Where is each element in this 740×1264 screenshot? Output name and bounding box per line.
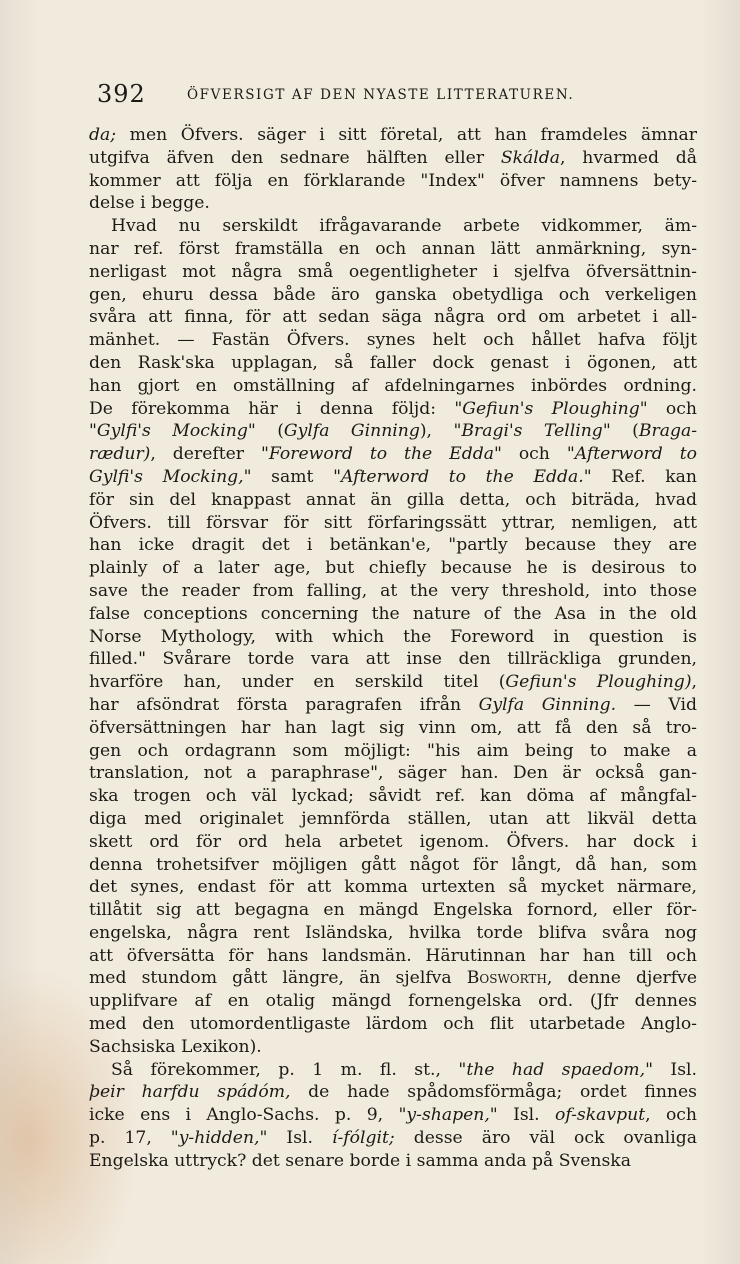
text-line xyxy=(89,694,697,717)
text-segment: " Isl. xyxy=(259,1128,332,1149)
text-line xyxy=(89,967,697,990)
text-line xyxy=(89,740,697,763)
text-line xyxy=(89,489,697,512)
text-line xyxy=(89,808,697,831)
text-segment: gen, ehuru dessa både äro ganska obetydliga och verkeligen xyxy=(89,284,697,305)
text-line xyxy=(89,785,697,808)
text-segment: engelska, några rent Isländska, hvilka torde blifva svåra nog xyxy=(89,922,697,943)
text-line xyxy=(89,1059,697,1082)
text-segment: " Isl. xyxy=(489,1105,556,1126)
text-segment: translation, not a paraphrase", säger han. Den är också gan- xyxy=(89,763,697,784)
text-segment: Bosworth xyxy=(466,968,547,989)
text-segment: de hade spådomsförmåga; ordet finnes xyxy=(290,1082,697,1103)
text-line xyxy=(89,284,697,307)
text-segment: öfversättningen har han lagt sig vinn om, att få den så tro- xyxy=(89,717,697,738)
page-header xyxy=(97,80,697,110)
text-segment: Engelska uttryck? det senare borde i samma anda på Svenska xyxy=(89,1150,631,1171)
text-line xyxy=(89,261,697,284)
text-line xyxy=(89,990,697,1013)
text-line xyxy=(89,420,697,443)
text-segment: för sin del knappast annat än gilla detta, och biträda, hvad xyxy=(89,489,697,510)
text-line xyxy=(89,443,697,466)
text-segment: men Öfvers. säger i sitt företal, att han framdeles ämnar xyxy=(116,125,697,145)
text-line xyxy=(89,626,697,649)
text-segment: plainly of a later age, but chiefly because he is desirous to xyxy=(89,558,697,579)
text-line xyxy=(89,580,697,603)
text-segment: med stundom gått längre, än sjelfva xyxy=(89,968,467,989)
text-segment: y-hidden, xyxy=(178,1128,260,1149)
text-segment: Foreword to the Edda xyxy=(268,444,494,465)
text-line xyxy=(89,192,697,215)
text-line xyxy=(89,1104,697,1127)
text-line xyxy=(89,1036,697,1059)
text-segment: att öfversätta för hans landsmän. Härutinnan har han till och xyxy=(89,945,697,966)
text-segment: Gefiun's Ploughing) xyxy=(505,672,692,693)
text-segment: desse äro väl ock ovanliga xyxy=(394,1128,697,1149)
text-segment: " ( xyxy=(602,421,639,442)
text-segment: rædur) xyxy=(89,444,151,465)
text-line xyxy=(89,1127,697,1150)
page-number: 392 xyxy=(97,80,146,108)
text-line xyxy=(89,671,697,694)
text-segment: skett ord för ord hela arbetet igenom. Öfvers. har dock i xyxy=(89,831,697,852)
text-line xyxy=(89,512,697,535)
text-segment: mänhet. — Fastän Öfvers. synes helt och hållet hafva följt xyxy=(89,330,697,351)
text-segment: filled." Svårare torde vara att inse den tillräckliga grunden, xyxy=(89,649,697,670)
text-line xyxy=(89,876,697,899)
text-segment: Norse Mythology, with which the Foreword in question is xyxy=(89,626,697,647)
text-segment: Bragi's Telling xyxy=(461,421,603,442)
text-segment: han gjort en omställning af afdelningarnes inbördes ordning. xyxy=(89,375,697,396)
text-segment: De förekomma här i denna följd: " xyxy=(89,398,463,419)
text-line xyxy=(89,329,697,352)
text-segment: Braga- xyxy=(638,421,698,442)
text-segment: tillåtit sig att begagna en mängd Engelska fornord, eller för- xyxy=(89,900,697,921)
text-segment: med den utomordentligaste lärdom och flit utarbetade Anglo- xyxy=(89,1014,697,1035)
text-segment: , xyxy=(691,672,697,693)
text-segment: gen och ordagrann som möjligt: "his aim being to make a xyxy=(89,740,697,761)
text-segment: " xyxy=(89,421,97,442)
text-segment: nerligast mot några små oegentligheter i sjelfva öfversättnin- xyxy=(89,261,697,282)
text-segment: of-skavput xyxy=(555,1105,646,1126)
text-segment: — Vid xyxy=(616,694,697,715)
text-segment: ), " xyxy=(419,421,462,442)
text-segment: " samt " xyxy=(243,466,342,487)
text-segment: delse i begge. xyxy=(89,193,210,214)
text-segment: Gylfa Ginning. xyxy=(478,694,617,715)
text-line xyxy=(89,603,697,626)
text-segment: diga med originalet jemnförda ställen, utan att likväl detta xyxy=(89,808,697,829)
text-segment: Öfvers. till försvar för sitt förfaringssätt yttrar, nemligen, att xyxy=(89,512,697,533)
text-line xyxy=(89,854,697,877)
text-segment: Gylfi's Mocking, xyxy=(89,466,244,487)
body-text xyxy=(89,124,697,1173)
text-segment: Sachsiska Lexikon). xyxy=(89,1036,262,1057)
text-segment: Gylfi's Mocking xyxy=(96,421,248,442)
text-line xyxy=(89,1150,697,1173)
text-segment: den Rask'ska upplagan, så faller dock genast i ögonen, att xyxy=(89,352,697,373)
text-segment: upplifvare af en otalig mängd fornengelska ord. (Jfr dennes xyxy=(89,991,697,1012)
text-segment: Afterword to the Edda. xyxy=(341,466,584,487)
text-segment: " ( xyxy=(247,421,284,442)
text-segment: har afsöndrat första paragrafen ifrån xyxy=(89,694,479,715)
text-segment: utgifva äfven den sednare hälften eller xyxy=(89,147,501,168)
text-line xyxy=(89,1081,697,1104)
text-segment: icke ens i Anglo-Sachs. p. 9, " xyxy=(89,1105,407,1126)
text-line xyxy=(89,375,697,398)
text-segment: hvarföre han, under en serskild titel ( xyxy=(89,672,506,693)
text-segment: kommer att följa en förklarande "Index" öfver namnens bety- xyxy=(89,170,697,191)
text-segment: þeir harfdu spádóm, xyxy=(89,1082,291,1103)
text-segment: nar ref. först framställa en och annan lätt anmärkning, syn- xyxy=(89,238,697,259)
text-segment: " och " xyxy=(493,444,575,465)
text-segment: denna trohetsifver möjligen gått något för långt, då han, som xyxy=(89,854,697,875)
text-segment: han icke dragit det i betänkan'e, "partly because they are xyxy=(89,535,697,556)
text-segment: , och xyxy=(645,1105,697,1126)
text-segment: da; xyxy=(89,125,117,145)
text-segment: " och xyxy=(639,398,697,419)
text-segment: Så förekommer, p. 1 m. fl. st., " xyxy=(111,1059,467,1080)
text-segment: svåra att finna, för att sedan säga några ord om arbetet i all- xyxy=(89,307,697,328)
text-line xyxy=(89,466,697,489)
text-segment: " Isl. xyxy=(645,1059,697,1080)
text-line xyxy=(89,648,697,671)
text-line xyxy=(89,170,697,193)
text-segment: " Ref. kan xyxy=(583,466,697,487)
text-segment: det synes, endast för att komma urtexten så mycket närmare, xyxy=(89,877,697,898)
text-line xyxy=(89,238,697,261)
text-segment: Afterword to xyxy=(574,444,698,465)
text-line xyxy=(89,945,697,968)
text-segment: false conceptions concerning the nature of the Asa in the old xyxy=(89,603,697,624)
text-line xyxy=(89,124,697,147)
text-segment: Skálda xyxy=(500,147,561,168)
text-line xyxy=(89,831,697,854)
text-line xyxy=(89,922,697,945)
text-segment: p. 17, " xyxy=(89,1128,179,1149)
text-line xyxy=(89,762,697,785)
text-line xyxy=(89,534,697,557)
text-line xyxy=(89,717,697,740)
text-line xyxy=(89,215,697,238)
text-line xyxy=(89,899,697,922)
text-line xyxy=(89,352,697,375)
text-segment: ska trogen och väl lyckad; såvidt ref. kan döma af mångfal- xyxy=(89,786,697,807)
running-title: ÖFVERSIGT AF DEN NYASTE LITTERATUREN. xyxy=(187,87,575,103)
text-line xyxy=(89,398,697,421)
text-segment: í-fólgit; xyxy=(332,1128,395,1149)
text-segment: , denne djerfve xyxy=(546,968,698,989)
text-line xyxy=(89,147,697,170)
text-segment: save the reader from falling, at the very threshold, into those xyxy=(89,580,697,601)
text-line xyxy=(89,306,697,329)
text-segment: Gylfa Ginning xyxy=(283,421,420,442)
text-segment: , derefter " xyxy=(150,444,269,465)
text-segment: , hvarmed då xyxy=(560,147,697,168)
text-segment: y-shapen, xyxy=(406,1105,490,1126)
text-line xyxy=(89,557,697,580)
text-segment: Gefiun's Ploughing xyxy=(462,398,640,419)
text-segment: Hvad nu serskildt ifrågavarande arbete vidkommer, äm- xyxy=(111,216,697,237)
text-line xyxy=(89,1013,697,1036)
text-segment: the had spaedom, xyxy=(466,1059,646,1080)
